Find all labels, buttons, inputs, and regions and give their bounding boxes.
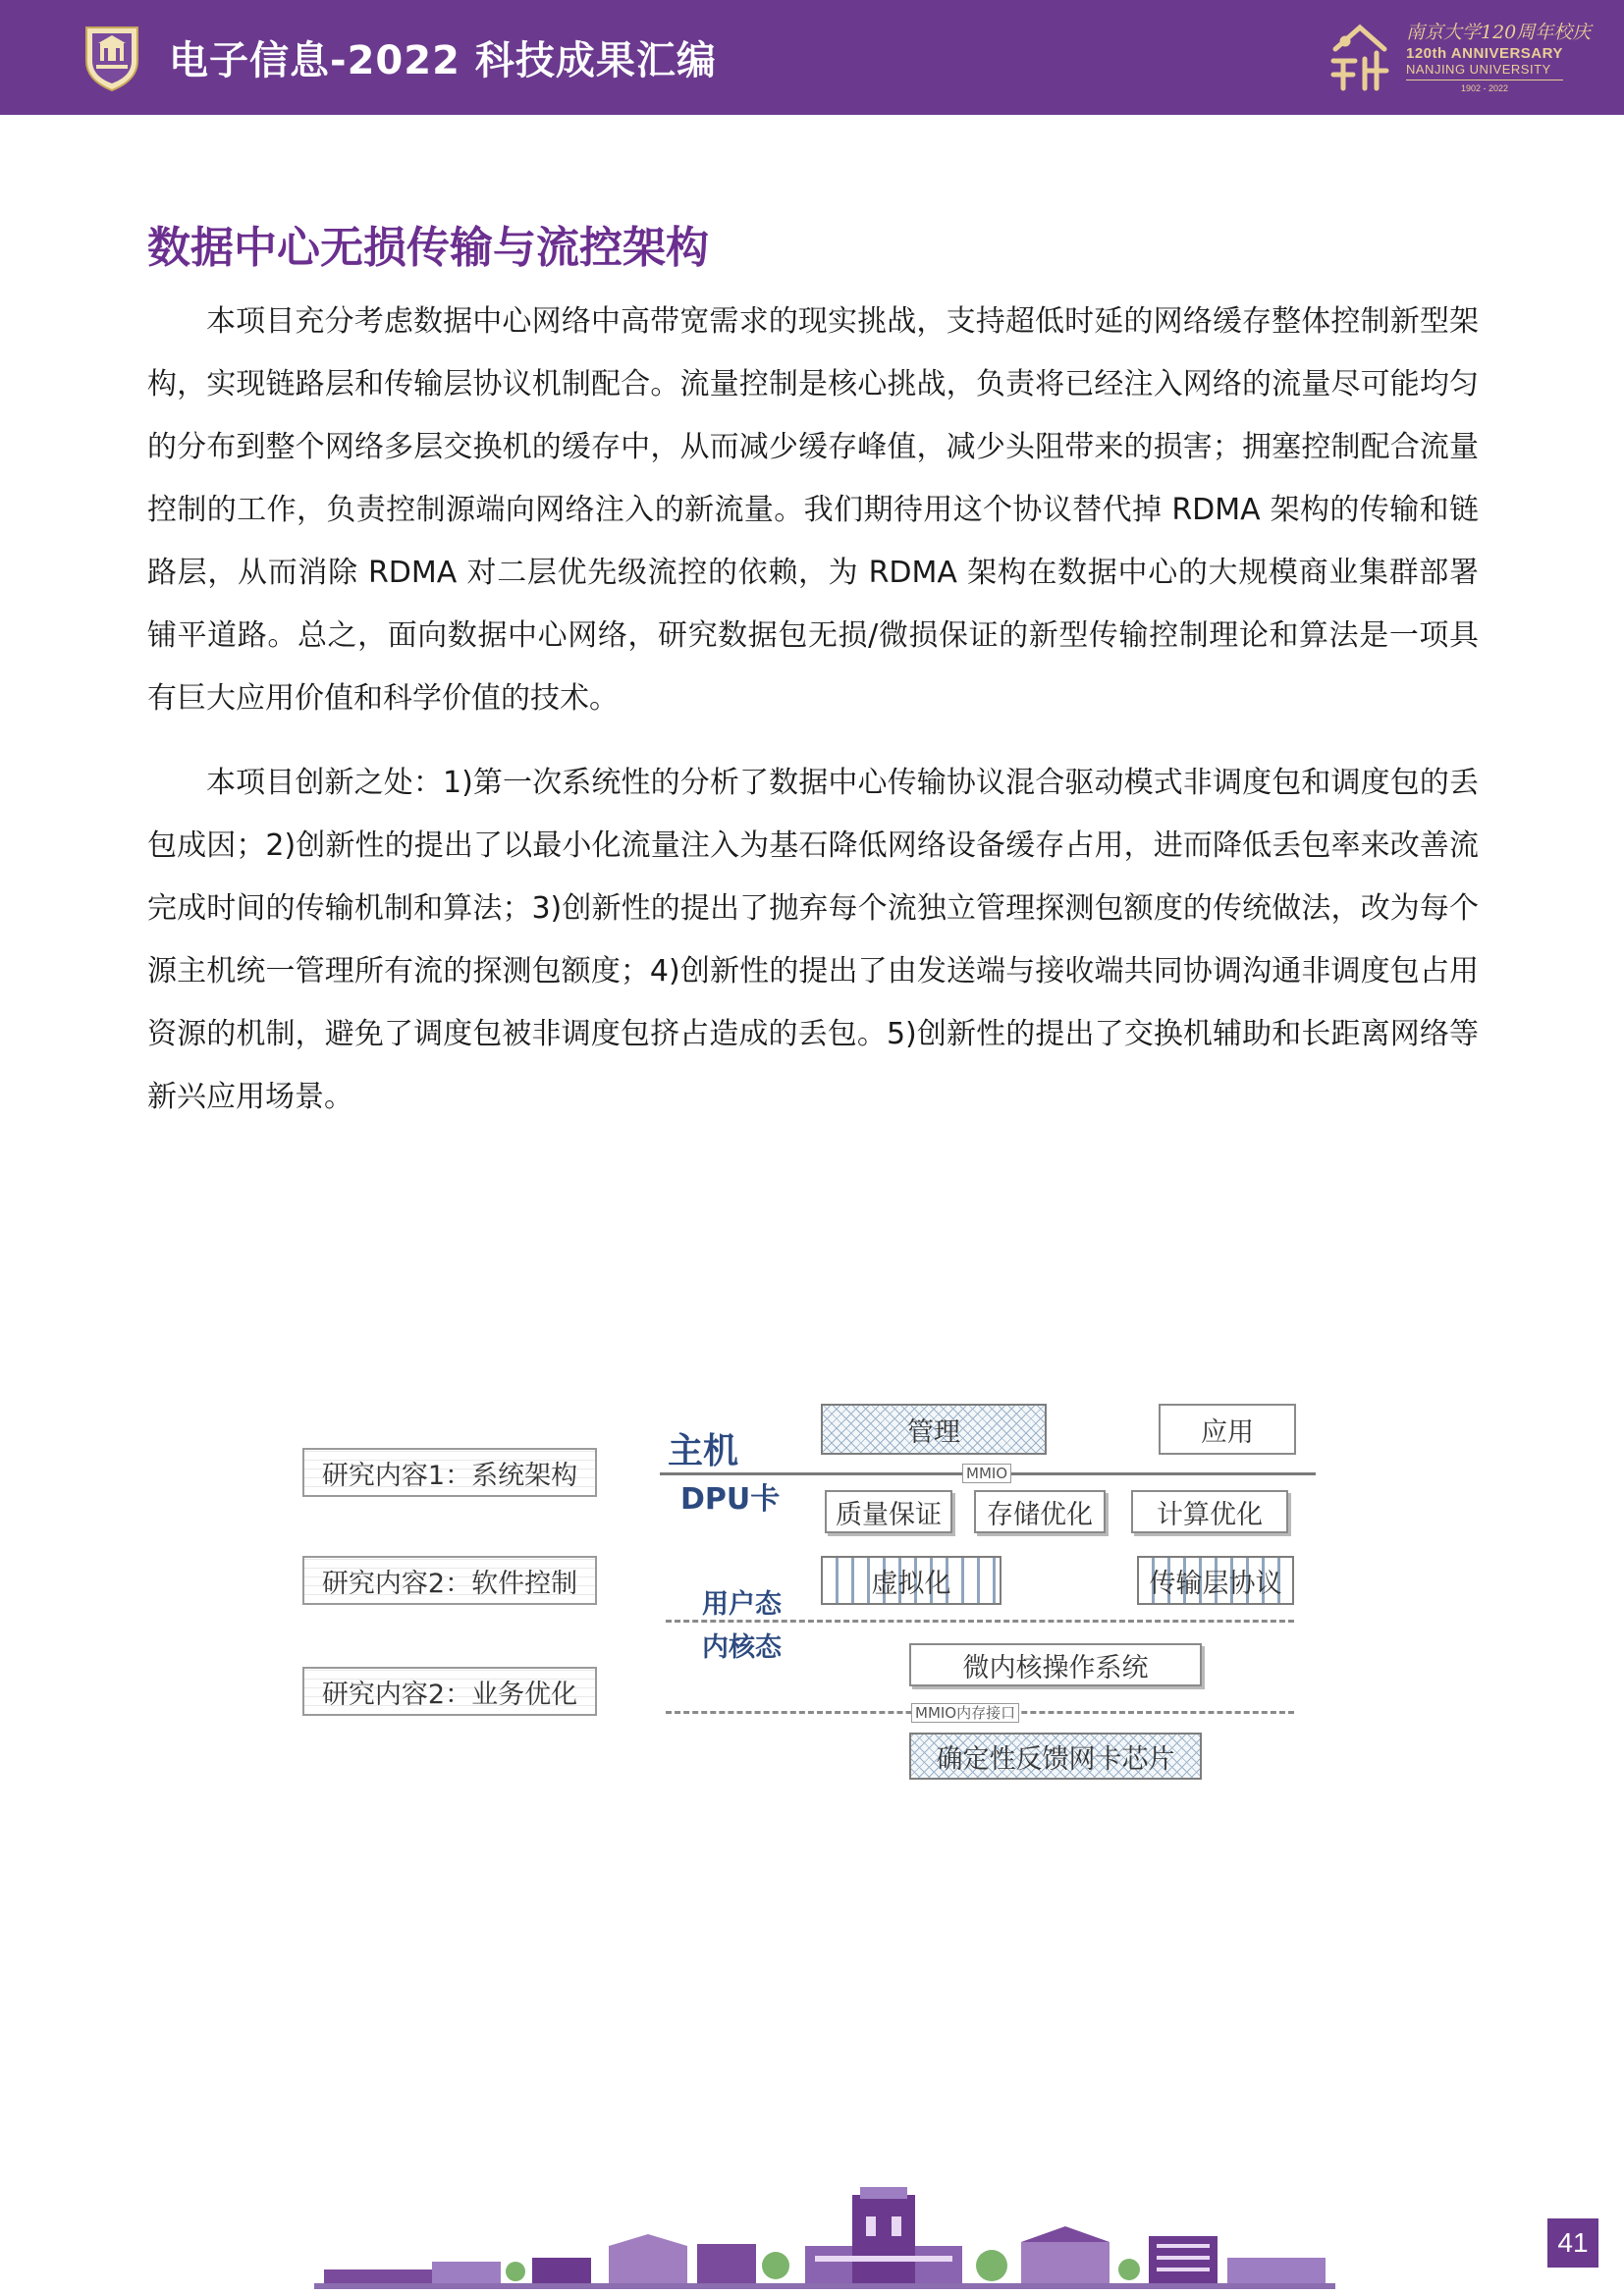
quality-assurance-box: 质量保证 [825, 1490, 952, 1533]
microkernel-os-box: 微内核操作系统 [909, 1643, 1202, 1686]
mmio-top-label: MMIO [962, 1464, 1011, 1483]
page-header [0, 0, 1624, 115]
anniversary-cn: 南京大学120周年校庆 [1406, 22, 1592, 43]
paragraph-innovation: 本项目创新之处：1)第一次系统性的分析了数据中心传输协议混合驱动模式非调度包和调度包的丢包成因；2)创新性的提出了以最小化流量注入为基石降低网络设备缓存占用，进而降低丢包率来改善流完成时间的传输机制和算法；3)创新性的提出了抛弃每个流独立管理探测包额度的传统做法，改为每个源主机统一管理所有流的探测包额度；4)创新性的提出了由发送端与接收端共同协调沟通非调度包占用资源的机制，避免了调度包被非调度包挤占造成的丢包。5)创新性的提出了交换机辅助和长距离网络等新兴应用场景。 [147, 766, 1479, 1114]
user-kernel-divider [666, 1620, 1294, 1623]
research-item-software-control: 研究内容2：软件控制 [302, 1556, 597, 1605]
research-item-business-optimization: 研究内容2：业务优化 [302, 1667, 597, 1716]
anniversary-en: 120th ANNIVERSARY [1406, 45, 1563, 62]
page-number: 41 [1547, 2218, 1598, 2268]
management-box: 管理 [821, 1404, 1047, 1455]
compute-optimization-box: 计算优化 [1131, 1490, 1288, 1533]
storage-optimization-box: 存储优化 [974, 1490, 1106, 1533]
transport-protocol-box: 传输层协议 [1137, 1556, 1294, 1605]
dpu-label: DPU卡 [680, 1482, 781, 1517]
paragraph-intro: 本项目充分考虑数据中心网络中高带宽需求的现实挑战，支持超低时延的网络缓存整体控制新型架构，实现链路层和传输层协议机制配合。流量控制是核心挑战，负责将已经注入网络的流量尽可能均匀的分布到整个网络多层交换机的缓存中，从而减少缓存峰值，减少头阻带来的损害；拥塞控制配合流量控制的工作，负责控制源端向网络注入的新流量。我们期待用这个协议替代掉 RDMA 架构的传输和链路层，从而消除 RDMA 对二层优先级流控的依赖，为 RDMA 架构在数据中心的大规模商业集群部署铺平道路。总之，面向数据中心网络，研究数据包无损/微损保证的新型传输控制理论和算法是一项具有巨大应用价值和科学价值的技术。 [147, 304, 1479, 716]
kernel-mode-label: 内核态 [702, 1632, 782, 1663]
user-mode-label: 用户态 [702, 1589, 782, 1620]
campus-skyline-illustration [314, 2187, 1335, 2296]
anniversary-logo-icon [1326, 20, 1394, 96]
anniversary-years: 1902 - 2022 [1406, 80, 1563, 95]
host-label: 主机 [668, 1431, 739, 1471]
virtualization-box: 虚拟化 [821, 1556, 1001, 1605]
application-box: 应用 [1159, 1404, 1296, 1455]
page-header-title: 电子信息-2022 科技成果汇编 [169, 38, 717, 83]
university-emblem-icon [82, 22, 141, 92]
anniversary-badge [1406, 20, 1591, 95]
nic-chip-box: 确定性反馈网卡芯片 [909, 1733, 1202, 1780]
anniversary-university: NANJING UNIVERSITY [1406, 62, 1551, 77]
section-title: 数据中心无损传输与流控架构 [147, 223, 709, 273]
research-item-system-architecture: 研究内容1：系统架构 [302, 1448, 597, 1497]
architecture-diagram [295, 1394, 1326, 1796]
mmio-memory-interface-label: MMIO内存接口 [911, 1703, 1019, 1723]
